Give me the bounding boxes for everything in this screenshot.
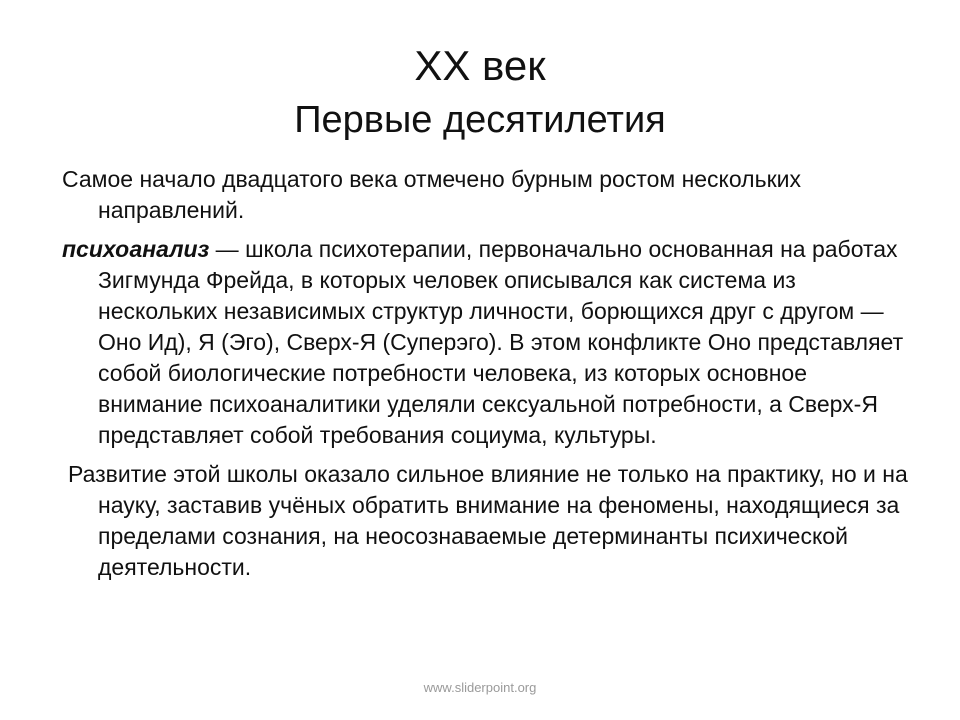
term-psychoanalysis: психоанализ [62, 236, 210, 262]
psychoanalysis-definition: — школа психотерапии, первоначально основанная на работах Зигмунда Фрейда, в которых человек описывался как система из нескольких независимых структур личности, борющихся друг с другом — Оно Ид), Я (Эго), Сверх-Я (Суперэго). В этом конфликте Оно представляет собой биологические потребности человека, из которых основное внимание психоаналитики уделяли сексуальной потребности, а Сверх-Я представляет собой требования социума, культуры. [98, 236, 904, 448]
watermark: www.sliderpoint.org [423, 680, 537, 695]
paragraph-influence: Развитие этой школы оказало сильное влияние не только на практику, но и на науку, заставив учёных обратить внимание на феномены, находящиеся за пределами сознания, на неосознаваемые детерминанты психической деятельности. [68, 461, 908, 580]
paragraph-psychoanalysis [62, 234, 912, 451]
title-main: XX век [414, 42, 546, 89]
slide-body [62, 164, 912, 591]
slide-title [0, 38, 960, 146]
title-subtitle: Первые десятилетия [294, 99, 666, 141]
paragraph-intro: Самое начало двадцатого века отмечено бурным ростом нескольких направлений. [62, 166, 801, 223]
